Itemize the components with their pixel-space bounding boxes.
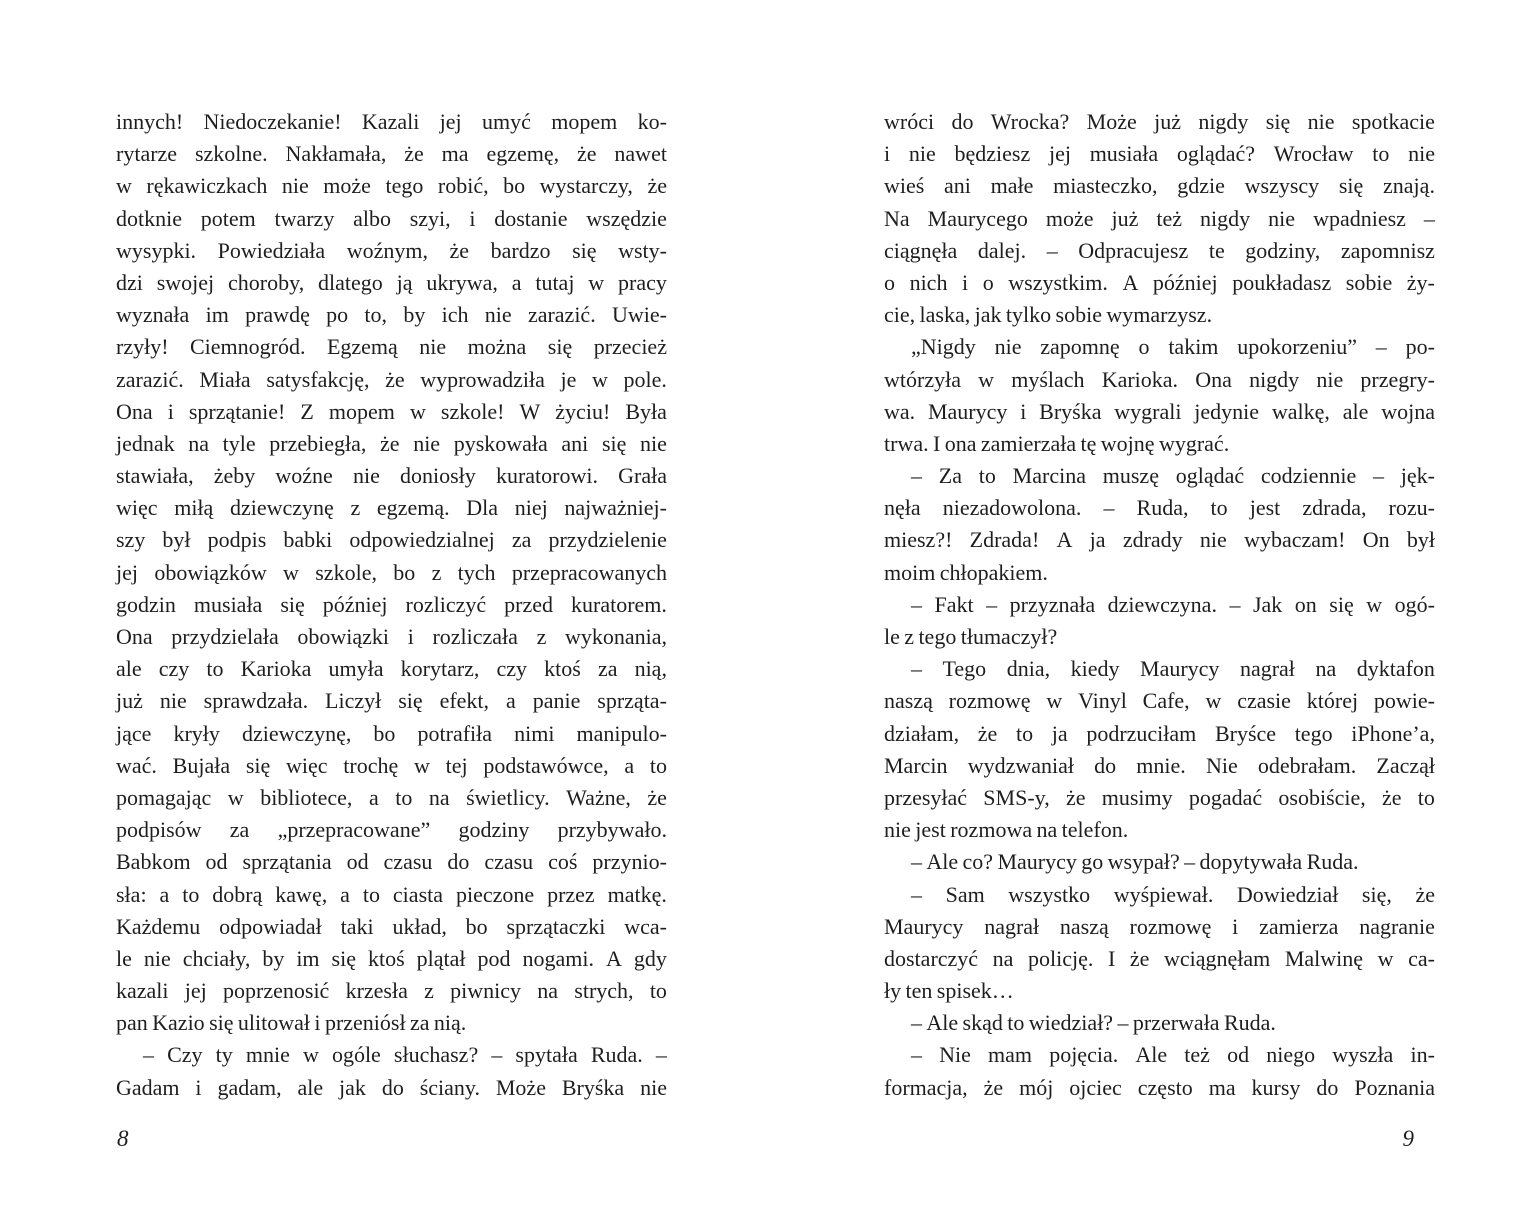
text-line: już nie sprawdzała. Liczył się efekt, a panie sprząta-: [116, 688, 667, 714]
text-line: trwa. I ona zamierzała tę wojnę wygrać.: [884, 430, 1230, 456]
text-line: Ona i sprzątanie! Z mopem w szkole! W życiu! Była: [116, 398, 667, 424]
text-line: pomagając w bibliotece, a to na świetlicy. Ważne, że: [116, 784, 667, 810]
text-line: Na Maurycego może już też nigdy nie wpadniesz –: [884, 205, 1435, 231]
text-line: kazali jej poprzenosić krzesła z piwnicy na strych, to: [116, 978, 667, 1004]
text-line: ale czy to Karioka umyła korytarz, czy ktoś za nią,: [116, 656, 667, 682]
text-line: – Nie mam pojęcia. Ale też od niego wyszła in-: [911, 1042, 1435, 1068]
text-line: naszą rozmowę w Vinyl Cafe, w czasie której powie-: [884, 688, 1435, 714]
text-line: miesz?! Zdrada! A ja zdrady nie wybaczam! On był: [884, 527, 1435, 553]
text-line: pan Kazio się ulitował i przeniósł za nią.: [116, 1010, 467, 1036]
text-line: Gadam i gadam, ale jak do ściany. Może Bryśka nie: [116, 1074, 667, 1100]
text-line: – Fakt – przyznała dziewczyna. – Jak on się w ogó-: [911, 591, 1435, 617]
text-line: rytarze szkolne. Nakłamała, że ma egzemę, że nawet: [116, 141, 667, 167]
text-line: godzin musiała się później rozliczyć przed kuratorem.: [116, 591, 667, 617]
text-line: Każdemu odpowiadał taki układ, bo sprzątaczki wca-: [116, 913, 667, 939]
text-line: działam, że to ja podrzuciłam Bryśce tego iPhone’a,: [884, 720, 1435, 746]
text-line: wysypki. Powiedziała woźnym, że bardzo się wsty-: [116, 237, 667, 263]
text-line: wyznała im prawdę po to, by ich nie zarazić. Uwie-: [116, 302, 667, 328]
text-line: innych! Niedoczekanie! Kazali jej umyć mopem ko-: [116, 109, 667, 134]
text-line: – Sam wszystko wyśpiewał. Dowiedział się, że: [911, 881, 1435, 907]
text-line: Babkom od sprzątania od czasu do czasu coś przynio-: [116, 849, 667, 875]
text-line: podpisów za „przepracowane” godziny przybywało.: [116, 817, 667, 843]
text-line: w rękawiczkach nie może tego robić, bo wystarczy, że: [116, 173, 667, 199]
text-line: – Ale co? Maurycy go wsypał? – dopytywała Ruda.: [911, 849, 1359, 875]
text-line: wać. Bujała się więc trochę w tej podstawówce, a to: [116, 752, 667, 778]
text-line: zarazić. Miała satysfakcję, że wyprowadziła je w pole.: [116, 366, 667, 392]
text-line: przesyłać SMS-y, że musimy pogadać osobiście, że to: [884, 784, 1435, 810]
text-line: dotknie potem twarzy albo szyi, i dostanie wszędzie: [116, 205, 667, 231]
right-page-number: 9: [1402, 1126, 1414, 1151]
text-line: cie, laska, jak tylko sobie wymarzysz.: [884, 302, 1213, 328]
text-line: o nich i o wszystkim. A później poukładasz sobie ży-: [884, 269, 1435, 295]
text-line: dostarczyć na policję. I że wciągnęłam Malwinę w ca-: [884, 945, 1435, 971]
text-line: – Czy ty mnie w ogóle słuchasz? – spytała Ruda. –: [143, 1042, 667, 1068]
text-line: wieś ani małe miasteczko, gdzie wszyscy się znają.: [884, 173, 1435, 199]
text-line: więc miłą dziewczynę z egzemą. Dla niej najważniej-: [116, 495, 667, 521]
text-line: le nie chciały, by im się ktoś plątał pod nogami. A gdy: [116, 945, 667, 971]
text-line: „Nigdy nie zapomnę o takim upokorzeniu” – po-: [911, 334, 1435, 360]
left-page-number: 8: [117, 1126, 129, 1151]
text-line: nęła niezadowolona. – Ruda, to jest zdrada, rozu-: [884, 495, 1435, 521]
text-line: rzyły! Ciemnogród. Egzemą nie można się przecież: [116, 334, 667, 360]
text-line: le z tego tłumaczył?: [884, 624, 1058, 649]
text-line: Marcin wydzwaniał do mnie. Nie odebrałam. Zaczął: [884, 752, 1435, 778]
text-line: moim chłopakiem.: [884, 559, 1048, 585]
text-line: jednak na tyle przebiegła, że nie pyskowała ani się nie: [116, 430, 667, 456]
text-line: jej obowiązków w szkole, bo z tych przepracowanych: [116, 559, 667, 585]
text-line: – Tego dnia, kiedy Maurycy nagrał na dyktafon: [911, 656, 1435, 682]
right-page-text: [884, 106, 1435, 1104]
text-line: i nie będziesz jej musiała oglądać? Wrocław to nie: [884, 141, 1435, 167]
text-line: dzi swojej choroby, dlatego ją ukrywa, a tutaj w pracy: [116, 269, 667, 295]
text-line: szy był podpis babki odpowiedzialnej za przydzielenie: [116, 527, 667, 553]
text-line: – Za to Marcina muszę oglądać codziennie – jęk-: [911, 463, 1435, 489]
left-page-text: [116, 106, 667, 1104]
text-line: ły ten spisek…: [884, 978, 1014, 1004]
text-line: ciągnęła dalej. – Odpracujesz te godziny, zapomnisz: [884, 237, 1435, 263]
text-line: wtórzyła w myślach Karioka. Ona nigdy nie przegry-: [884, 366, 1435, 392]
text-line: Maurycy nagrał naszą rozmowę i zamierza nagranie: [884, 913, 1435, 939]
text-line: sła: a to dobrą kawę, a to ciasta pieczone przez matkę.: [116, 881, 667, 907]
text-line: wróci do Wrocka? Może już nigdy się nie spotkacie: [884, 109, 1435, 134]
text-line: Ona przydzielała obowiązki i rozliczała z wykonania,: [116, 624, 667, 649]
text-line: wa. Maurycy i Bryśka wygrali jedynie walkę, ale wojna: [884, 398, 1435, 424]
text-line: stawiała, żeby woźne nie doniosły kuratorowi. Grała: [116, 463, 667, 489]
text-line: jące kryły dziewczynę, bo potrafiła nimi manipulo-: [116, 720, 667, 746]
text-line: formacja, że mój ojciec często ma kursy do Poznania: [884, 1074, 1435, 1100]
text-line: – Ale skąd to wiedział? – przerwała Ruda.: [911, 1010, 1276, 1036]
text-line: nie jest rozmowa na telefon.: [884, 817, 1129, 843]
